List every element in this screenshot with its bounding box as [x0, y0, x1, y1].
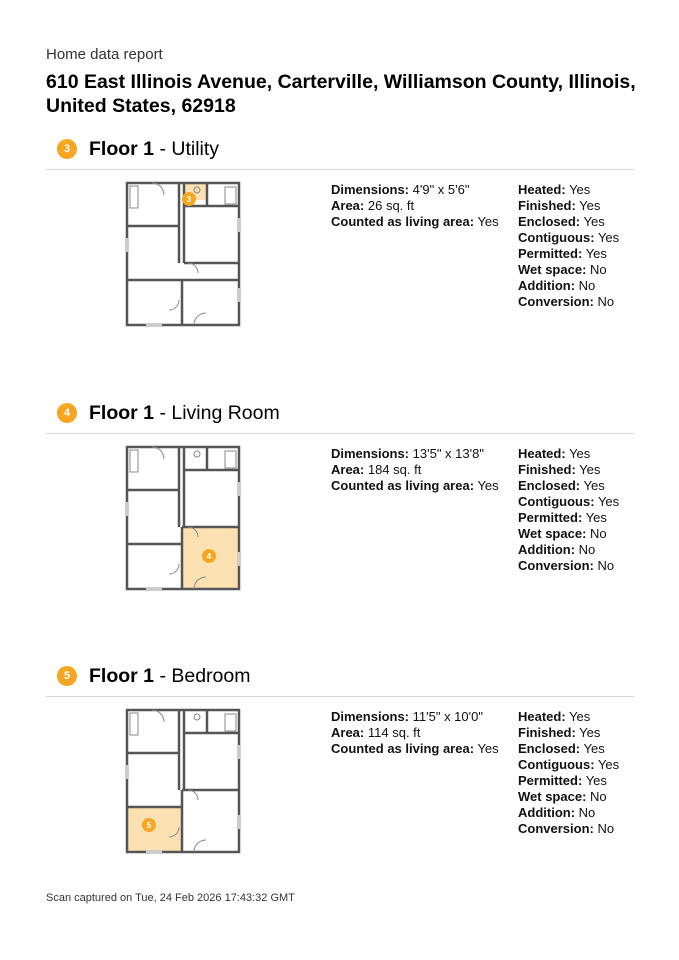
- heated-row: Heated: Yes: [518, 709, 591, 724]
- section-title: [89, 663, 250, 689]
- enclosed-row: Enclosed: Yes: [518, 214, 605, 229]
- area-row: Area: 184 sq. ft: [331, 462, 422, 477]
- room-name: Utility: [171, 138, 220, 160]
- contiguous-row: Contiguous: Yes: [518, 757, 620, 772]
- room-section-utility: [46, 136, 634, 396]
- section-divider: [46, 433, 634, 434]
- floor-label: Floor 1: [89, 138, 155, 160]
- section-title: [89, 400, 280, 426]
- section-header: [46, 136, 634, 162]
- dimensions-row: Dimensions: 13'5" x 13'8": [331, 446, 484, 461]
- floor-plan: [122, 442, 244, 594]
- room-section-living-room: [46, 400, 634, 660]
- room-marker-label: 5: [146, 821, 152, 830]
- finished-row: Finished: Yes: [518, 198, 601, 213]
- floor-label: Floor 1: [89, 402, 155, 424]
- room-specs: [331, 709, 499, 757]
- permitted-row: Permitted: Yes: [518, 246, 607, 261]
- room-number-badge: 4: [57, 403, 77, 423]
- room-marker-label: 4: [206, 552, 212, 561]
- report-label: Home data report: [46, 46, 163, 63]
- contiguous-row: Contiguous: Yes: [518, 230, 620, 245]
- room-flags: [518, 182, 619, 310]
- title-separator: -: [159, 665, 166, 687]
- conversion-row: Conversion: No: [518, 558, 615, 573]
- addition-row: Addition: No: [518, 278, 596, 293]
- room-number-badge: 5: [57, 666, 77, 686]
- title-separator: -: [159, 402, 166, 424]
- living-area-row: Counted as living area: Yes: [331, 214, 499, 229]
- living-area-row: Counted as living area: Yes: [331, 741, 499, 756]
- heated-row: Heated: Yes: [518, 446, 591, 461]
- heated-row: Heated: Yes: [518, 182, 591, 197]
- wet-space-row: Wet space: No: [518, 526, 607, 541]
- area-row: Area: 114 sq. ft: [331, 725, 421, 740]
- conversion-row: Conversion: No: [518, 821, 615, 836]
- page-title: 610 East Illinois Avenue, Carterville, Williamson County, Illinois, United States, 62918: [46, 71, 636, 117]
- finished-row: Finished: Yes: [518, 725, 601, 740]
- dimensions-value: 11'5" x 10'0": [412, 709, 483, 724]
- living-area-row: Counted as living area: Yes: [331, 478, 499, 493]
- wet-space-row: Wet space: No: [518, 262, 607, 277]
- area-value: 26 sq. ft: [367, 198, 415, 213]
- room-name: Living Room: [171, 402, 280, 424]
- room-specs: [331, 182, 499, 230]
- room-number-badge: 3: [57, 139, 77, 159]
- section-title: [89, 136, 219, 162]
- dimensions-row: Dimensions: 11'5" x 10'0": [331, 709, 483, 724]
- title-separator: -: [159, 138, 166, 160]
- wet-space-row: Wet space: No: [518, 789, 607, 804]
- living-area-value: Yes: [477, 214, 499, 229]
- permitted-row: Permitted: Yes: [518, 510, 607, 525]
- section-header: [46, 400, 634, 426]
- room-name: Bedroom: [171, 665, 251, 687]
- section-divider: [46, 696, 634, 697]
- room-flags: [518, 446, 619, 574]
- room-marker-label: 3: [186, 195, 192, 204]
- addition-row: Addition: No: [518, 805, 596, 820]
- enclosed-row: Enclosed: Yes: [518, 741, 605, 756]
- highlighted-room: [127, 807, 182, 852]
- addition-row: Addition: No: [518, 542, 596, 557]
- room-specs: [331, 446, 499, 494]
- scan-timestamp: Scan captured on Tue, 24 Feb 2026 17:43:32 GMT: [46, 892, 295, 904]
- permitted-row: Permitted: Yes: [518, 773, 607, 788]
- dimensions-value: 4'9" x 5'6": [412, 182, 470, 197]
- dimensions-value: 13'5" x 13'8": [412, 446, 484, 461]
- area-value: 184 sq. ft: [367, 462, 422, 477]
- finished-row: Finished: Yes: [518, 462, 601, 477]
- contiguous-row: Contiguous: Yes: [518, 494, 620, 509]
- living-area-value: Yes: [477, 478, 499, 493]
- floor-plan: [122, 178, 244, 330]
- dimensions-row: Dimensions: 4'9" x 5'6": [331, 182, 470, 197]
- living-area-value: Yes: [477, 741, 499, 756]
- enclosed-row: Enclosed: Yes: [518, 478, 605, 493]
- section-divider: [46, 169, 634, 170]
- floor-plan: [122, 705, 244, 857]
- conversion-row: Conversion: No: [518, 294, 615, 309]
- area-value: 114 sq. ft: [367, 725, 421, 740]
- area-row: Area: 26 sq. ft: [331, 198, 415, 213]
- section-header: [46, 663, 634, 689]
- room-section-bedroom: [46, 663, 634, 923]
- floor-label: Floor 1: [89, 665, 155, 687]
- room-flags: [518, 709, 619, 837]
